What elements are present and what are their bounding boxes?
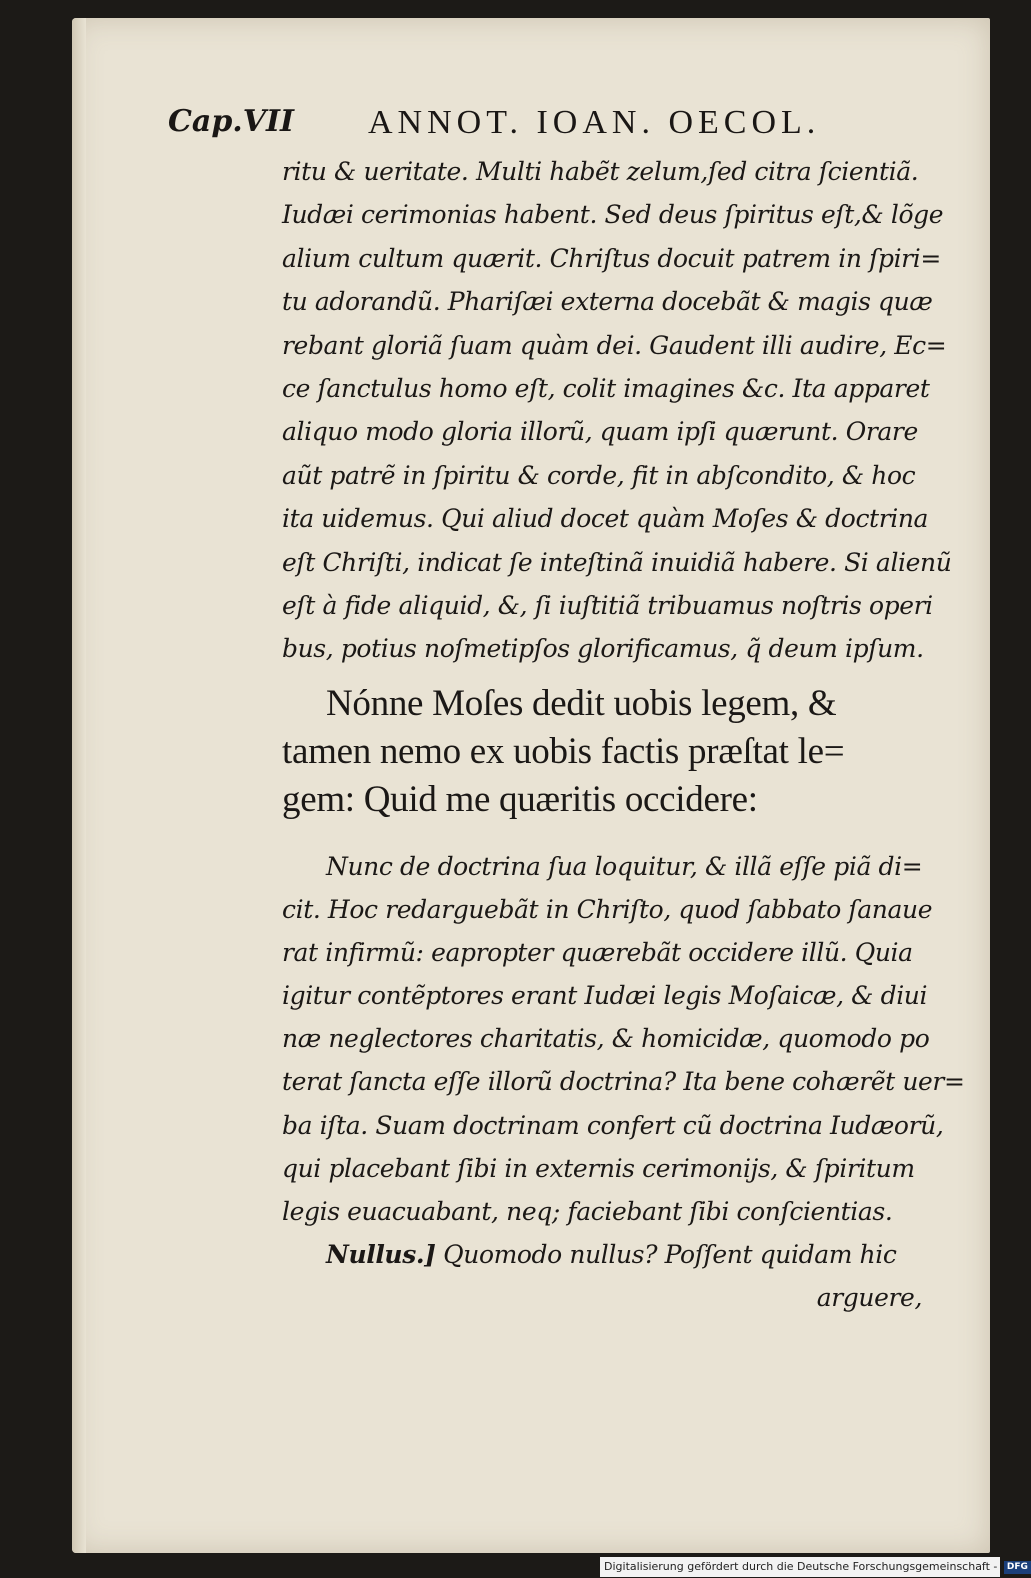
text-line: eſt à fide aliquid, &, ſi iuſtitiã tribuamus noſtris operi — [282, 590, 933, 620]
text-line: aũt patrẽ in ſpiritu & corde, fit in abſcondito, & hoc — [282, 460, 916, 490]
text-line: eſt Chriſti, indicat ſe inteſtinã inuidiã habere. Si alienũ — [282, 547, 952, 577]
catchword: arguere, — [816, 1282, 922, 1312]
nullus-line — [282, 1233, 950, 1276]
text-line: cit. Hoc redarguebãt in Chriſto, quod ſabbato ſanaue — [282, 895, 933, 925]
text-line: bus, potius noſmetipſos glorificamus, q̃ deum ipſum. — [282, 634, 924, 664]
credit-text: Digitalisierung gefördert durch die Deutsche Forschungsgemeinschaft - — [604, 1560, 998, 1573]
digitization-credit — [600, 1557, 1028, 1577]
text-line: ita uidemus. Qui aliud docet quàm Moſes & doctrina — [282, 504, 929, 534]
dfg-logo: DFG — [1004, 1561, 1031, 1574]
lemma-line: Nónne Moſes dedit uobis legem, & — [326, 683, 837, 724]
text-line: ce ſanctulus homo eſt, colit imagines &c. Ita apparet — [282, 373, 930, 403]
text-line: Nunc de doctrina ſua loquitur, & illã eſſe piã di= — [326, 852, 923, 881]
nullus-text: Quomodo nullus? Poſſent quidam hic — [443, 1239, 897, 1269]
text-line: ba iſta. Suam doctrinam confert cũ doctrina Iudæorũ, — [282, 1110, 944, 1140]
chapter-label: Cap.VII — [168, 104, 295, 139]
text-line: rat infirmũ: eapropter quærebãt occidere illũ. Quia — [282, 938, 913, 968]
text-line: tu adorandũ. Phariſæi externa docebãt & magis quæ — [282, 287, 933, 317]
commentary-paragraph-1 — [282, 150, 950, 671]
scripture-lemma — [282, 680, 950, 824]
text-line: terat ſancta eſſe illorũ doctrina? Ita bene cohærẽt uer= — [282, 1067, 965, 1097]
nullus-lemma: Nullus.] — [326, 1239, 436, 1269]
text-line: ritu & ueritate. Multi habẽt zelum,ſed citra ſcientiã. — [282, 157, 919, 186]
text-line: rebant gloriã ſuam quàm dei. Gaudent illi audire, Ec= — [282, 330, 947, 360]
running-header — [168, 104, 868, 148]
running-title: ANNOT. IOAN. OECOL. — [368, 104, 821, 141]
text-line: næ neglectores charitatis, & homicidæ, quomodo po — [282, 1024, 930, 1054]
text-line: legis euacuabant, neq; faciebant ſibi conſcientias. — [282, 1196, 893, 1226]
lemma-line: gem: Quid me quæritis occidere: — [282, 779, 758, 820]
text-line: igitur contẽptores erant Iudæi legis Moſaicæ, & diui — [282, 981, 928, 1011]
commentary-paragraph-2 — [282, 845, 965, 1319]
text-line: qui placebant ſibi in externis cerimonijs, & ſpiritum — [282, 1153, 915, 1183]
text-line: Iudæi cerimonias habent. Sed deus ſpiritus eſt,& lõge — [282, 200, 944, 230]
lemma-line: tamen nemo ex uobis factis præſtat le= — [282, 731, 845, 772]
page-gutter-edge — [72, 18, 86, 1553]
text-line: alium cultum quærit. Chriſtus docuit patrem in ſpiri= — [282, 243, 941, 273]
text-line: aliquo modo gloria illorũ, quam ipſi quærunt. Orare — [282, 417, 918, 447]
